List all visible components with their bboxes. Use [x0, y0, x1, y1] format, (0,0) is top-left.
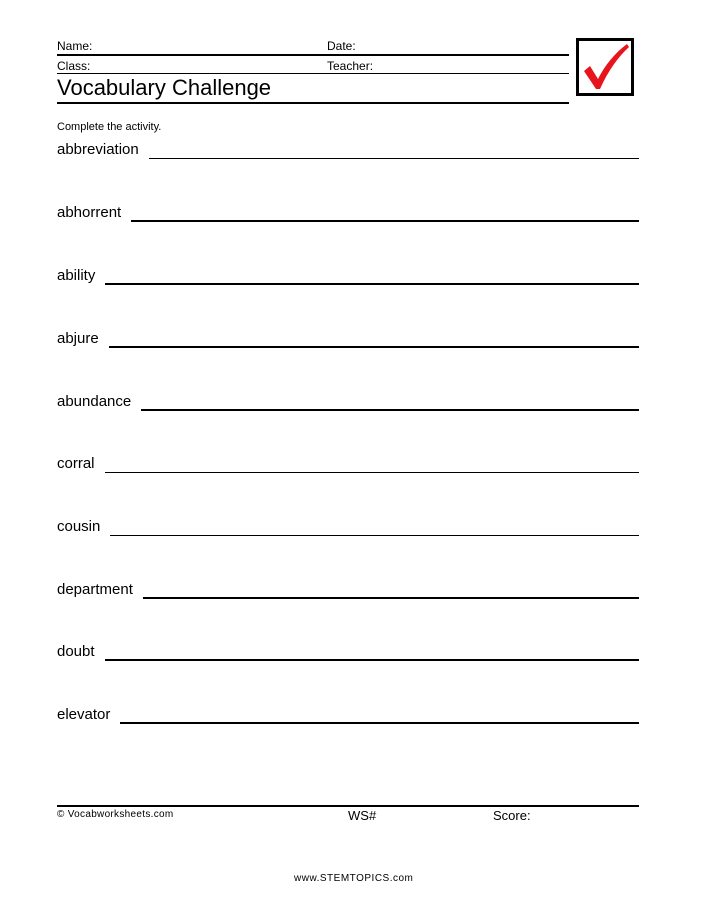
vocab-row-3	[57, 265, 639, 287]
answer-line[interactable]	[109, 346, 639, 348]
vocab-row-8	[57, 579, 639, 601]
teacher-label: Teacher:	[327, 59, 374, 73]
score-label: Score:	[493, 808, 531, 823]
instructions-text: Complete the activity.	[57, 121, 162, 133]
vocab-row-5	[57, 391, 639, 413]
checkbox-logo	[576, 38, 634, 96]
red-checkmark-icon	[579, 41, 631, 93]
vocab-word: corral	[57, 455, 95, 472]
name-date-underline	[57, 54, 569, 56]
site-url: www.STEMTOPICS.com	[294, 873, 414, 884]
vocab-row-7	[57, 516, 639, 538]
vocab-row-9	[57, 641, 639, 663]
vocab-row-10	[57, 704, 639, 726]
answer-line[interactable]	[143, 597, 639, 599]
answer-line[interactable]	[141, 409, 639, 411]
vocab-word: abbreviation	[57, 141, 139, 158]
vocab-word: abundance	[57, 393, 132, 410]
class-teacher-underline	[57, 73, 569, 74]
vocab-word: abjure	[57, 330, 99, 347]
copyright-text: © Vocabworksheets.com	[57, 809, 174, 820]
vocab-word: doubt	[57, 643, 95, 660]
answer-line[interactable]	[131, 220, 639, 222]
class-label: Class:	[57, 59, 91, 73]
vocab-word: elevator	[57, 706, 111, 723]
vocab-row-4	[57, 328, 639, 350]
vocab-row-1	[57, 139, 639, 161]
vocab-row-6	[57, 453, 639, 475]
title-underline	[57, 102, 569, 104]
footer-divider	[57, 805, 639, 807]
answer-line[interactable]	[105, 659, 639, 661]
worksheet-number-label: WS#	[348, 808, 377, 823]
answer-line[interactable]	[105, 472, 639, 473]
vocab-word: ability	[57, 267, 96, 284]
worksheet-title: Vocabulary Challenge	[57, 75, 272, 100]
answer-line[interactable]	[120, 722, 639, 724]
vocab-word: cousin	[57, 518, 101, 535]
vocab-word: abhorrent	[57, 204, 122, 221]
date-label: Date:	[327, 39, 356, 53]
answer-line[interactable]	[149, 158, 639, 159]
answer-line[interactable]	[110, 535, 639, 536]
name-label: Name:	[57, 39, 93, 53]
vocab-row-2	[57, 202, 639, 224]
vocab-word: department	[57, 581, 133, 598]
answer-line[interactable]	[105, 283, 639, 285]
